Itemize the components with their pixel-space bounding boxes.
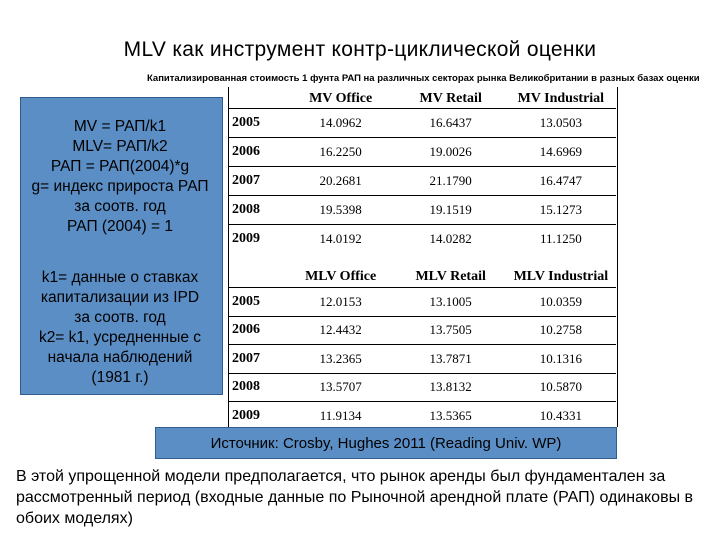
- table-row: [228, 167, 616, 196]
- mv-header-industrial: MV Industrial: [506, 90, 616, 109]
- value-cell: 13.7505: [396, 316, 506, 345]
- mlv-header-industrial: MLV Industrial: [506, 267, 616, 288]
- year-cell: 2005: [228, 288, 286, 317]
- slide-title: MLV как инструмент контр-циклической оценки: [123, 38, 597, 61]
- year-cell: 2007: [228, 167, 286, 196]
- source-text: Источник: Crosby, Hughes 2011 (Reading Univ. WP): [210, 434, 562, 452]
- year-cell: 2009: [232, 407, 260, 423]
- value-cell: 13.2365: [286, 345, 396, 374]
- formula-line: MLV= РАП/k2: [72, 138, 168, 155]
- formula-block-k: [12, 268, 228, 388]
- mlv-table: [228, 267, 616, 430]
- value-cell: 19.1519: [396, 196, 506, 225]
- year-cell: 2009: [232, 231, 260, 246]
- value-cell: 13.7871: [396, 345, 506, 374]
- value-cell: 20.2681: [286, 167, 396, 196]
- value-cell: 14.0282: [429, 231, 472, 246]
- year-cell: 2006: [228, 138, 286, 167]
- table-row: [228, 316, 616, 345]
- year-cell: 2007: [228, 345, 286, 374]
- value-cell: 19.5398: [286, 196, 396, 225]
- formula-line: начала наблюдений: [47, 349, 193, 366]
- value-cell: 12.4432: [286, 316, 396, 345]
- mv-table: [228, 90, 616, 253]
- table-row: [228, 345, 616, 374]
- value-cell: 16.4747: [506, 167, 616, 196]
- value-cell: 19.0026: [396, 138, 506, 167]
- value-cell: 11.9134: [319, 407, 362, 423]
- mlv-header-retail: MLV Retail: [396, 267, 506, 288]
- table-row: [228, 288, 616, 317]
- table-row: [228, 138, 616, 167]
- formula-line: k1= данные о ставках: [41, 269, 199, 286]
- mv-header-office: MV Office: [286, 90, 396, 109]
- formula-line: капитализации из IPD: [40, 289, 200, 306]
- value-cell: 13.0503: [506, 109, 616, 138]
- table-row: [228, 196, 616, 225]
- formula-block-mv: [12, 117, 228, 237]
- year-cell: 2005: [228, 109, 286, 138]
- value-cell: 14.0962: [286, 109, 396, 138]
- table-row: [228, 109, 616, 138]
- value-cell: 16.6437: [396, 109, 506, 138]
- note-paragraph: В этой упрощенной модели предполагается, что рынок аренды был фундаментален за рассмотренный период (входные данные по Рыночной арендной плате (РАП) одинаковы в обоих моделях): [16, 468, 694, 527]
- value-cell: 11.1250: [539, 231, 582, 246]
- table-row: [228, 225, 616, 254]
- year-cell: 2008: [228, 373, 286, 402]
- formula-line: за соотв. год: [74, 198, 166, 215]
- value-cell: 10.2758: [506, 316, 616, 345]
- source-box: [155, 427, 617, 459]
- formula-line: g= индекс прироста РАП: [31, 178, 209, 195]
- value-cell: 13.8132: [396, 373, 506, 402]
- value-cell: 10.4331: [539, 407, 582, 423]
- formula-line: за соотв. год: [74, 309, 166, 326]
- mlv-table-header-row: [228, 267, 616, 288]
- value-cell: 14.0192: [319, 231, 362, 246]
- value-cell: 14.6969: [506, 138, 616, 167]
- value-cell: 10.5870: [506, 373, 616, 402]
- mv-header-retail: MV Retail: [396, 90, 506, 109]
- value-cell: 16.2250: [286, 138, 396, 167]
- year-cell: 2008: [228, 196, 286, 225]
- mv-table-header-row: [228, 90, 616, 109]
- mv-header-year: [228, 90, 286, 109]
- value-cell: 13.5707: [286, 373, 396, 402]
- formula-line: (1981 г.): [91, 369, 149, 386]
- formula-line: k2= k1, усредненные с: [38, 329, 202, 346]
- value-cell: 13.5365: [429, 407, 472, 423]
- value-cell: 21.1790: [396, 167, 506, 196]
- formula-line: MV = РАП/k1: [73, 118, 167, 135]
- value-cell: 12.0153: [286, 288, 396, 317]
- value-cell: 13.1005: [396, 288, 506, 317]
- mlv-header-year: [228, 267, 286, 288]
- year-cell: 2006: [228, 316, 286, 345]
- value-cell: 10.0359: [506, 288, 616, 317]
- formula-line: РАП (2004) = 1: [66, 218, 173, 235]
- table-row: [228, 402, 616, 430]
- formula-line: РАП = РАП(2004)*g: [50, 158, 190, 175]
- table-row: [228, 373, 616, 402]
- table-caption: Капитализированная стоимость 1 фунта РАП на различных секторах рынка Великобритании в разных базах оценки: [147, 73, 700, 84]
- value-cell: 10.1316: [506, 345, 616, 374]
- mlv-header-office: MLV Office: [286, 267, 396, 288]
- value-cell: 15.1273: [506, 196, 616, 225]
